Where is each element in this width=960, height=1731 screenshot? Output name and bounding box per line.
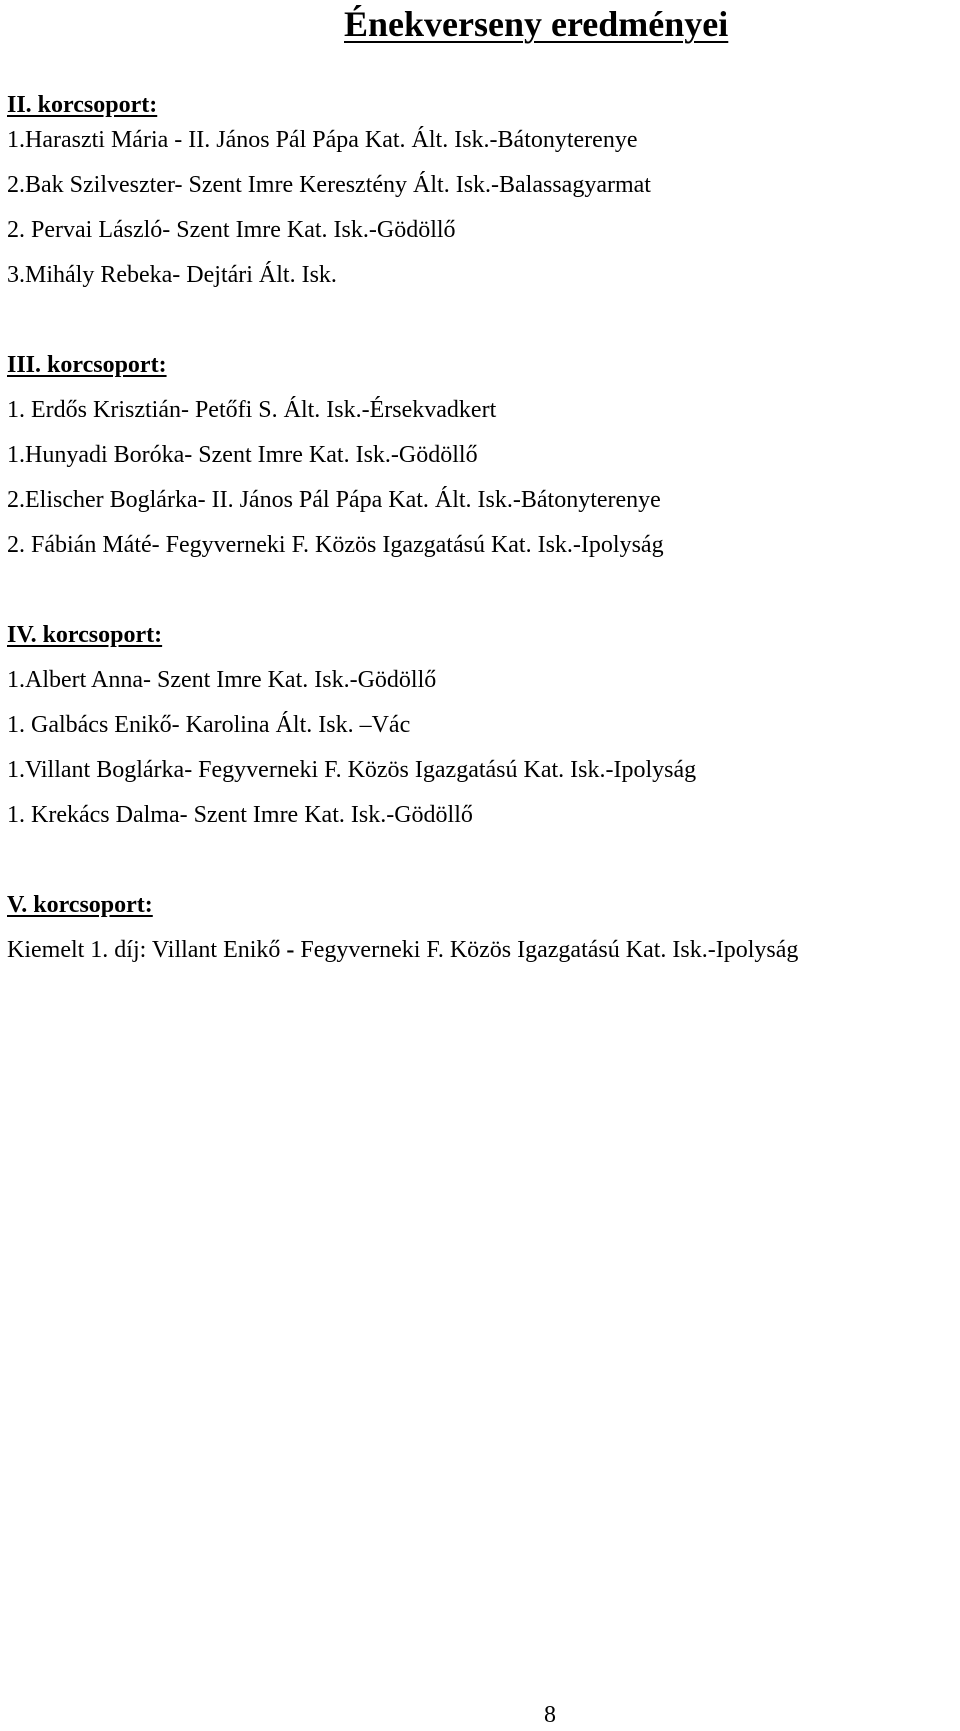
list-item: 1.Hunyadi Boróka- Szent Imre Kat. Isk.-Gödöllő <box>7 442 478 468</box>
award-line <box>7 935 798 965</box>
list-item: 1.Haraszti Mária - II. János Pál Pápa Kat. Ált. Isk.-Bátonyterenye <box>7 127 638 153</box>
award-prefix: Kiemelt 1. díj: Villant Enikő <box>7 937 287 963</box>
list-item: 2.Elischer Boglárka- II. János Pál Pápa Kat. Ált. Isk.-Bátonyterenye <box>7 487 661 513</box>
page-number: 8 <box>544 1702 556 1728</box>
list-item: 2.Bak Szilveszter- Szent Imre Keresztény Ált. Isk.-Balassagyarmat <box>7 172 651 198</box>
list-item: 3.Mihály Rebeka- Dejtári Ált. Isk. <box>7 262 337 288</box>
list-item: 1. Krekács Dalma- Szent Imre Kat. Isk.-Gödöllő <box>7 802 473 828</box>
award-suffix: Fegyverneki F. Közös Igazgatású Kat. Isk.-Ipolyság <box>294 937 799 963</box>
award-dash: - <box>286 937 295 963</box>
list-item: 2. Fábián Máté- Fegyverneki F. Közös Igazgatású Kat. Isk.-Ipolyság <box>7 532 664 558</box>
group-heading-iii: III. korcsoport: <box>7 352 167 378</box>
group-heading-ii: II. korcsoport: <box>7 92 158 118</box>
list-item: 1. Galbács Enikő- Karolina Ált. Isk. –Vác <box>7 712 411 738</box>
list-item: 2. Pervai László- Szent Imre Kat. Isk.-Gödöllő <box>7 217 456 243</box>
list-item: 1. Erdős Krisztián- Petőfi S. Ált. Isk.-Érsekvadkert <box>7 397 497 423</box>
group-heading-iv: IV. korcsoport: <box>7 622 163 648</box>
group-heading-v: V. korcsoport: <box>7 892 153 918</box>
page-title: Énekverseny eredményei <box>344 4 729 44</box>
list-item: 1.Albert Anna- Szent Imre Kat. Isk.-Gödöllő <box>7 667 437 693</box>
list-item: 1.Villant Boglárka- Fegyverneki F. Közös Igazgatású Kat. Isk.-Ipolyság <box>7 757 697 783</box>
